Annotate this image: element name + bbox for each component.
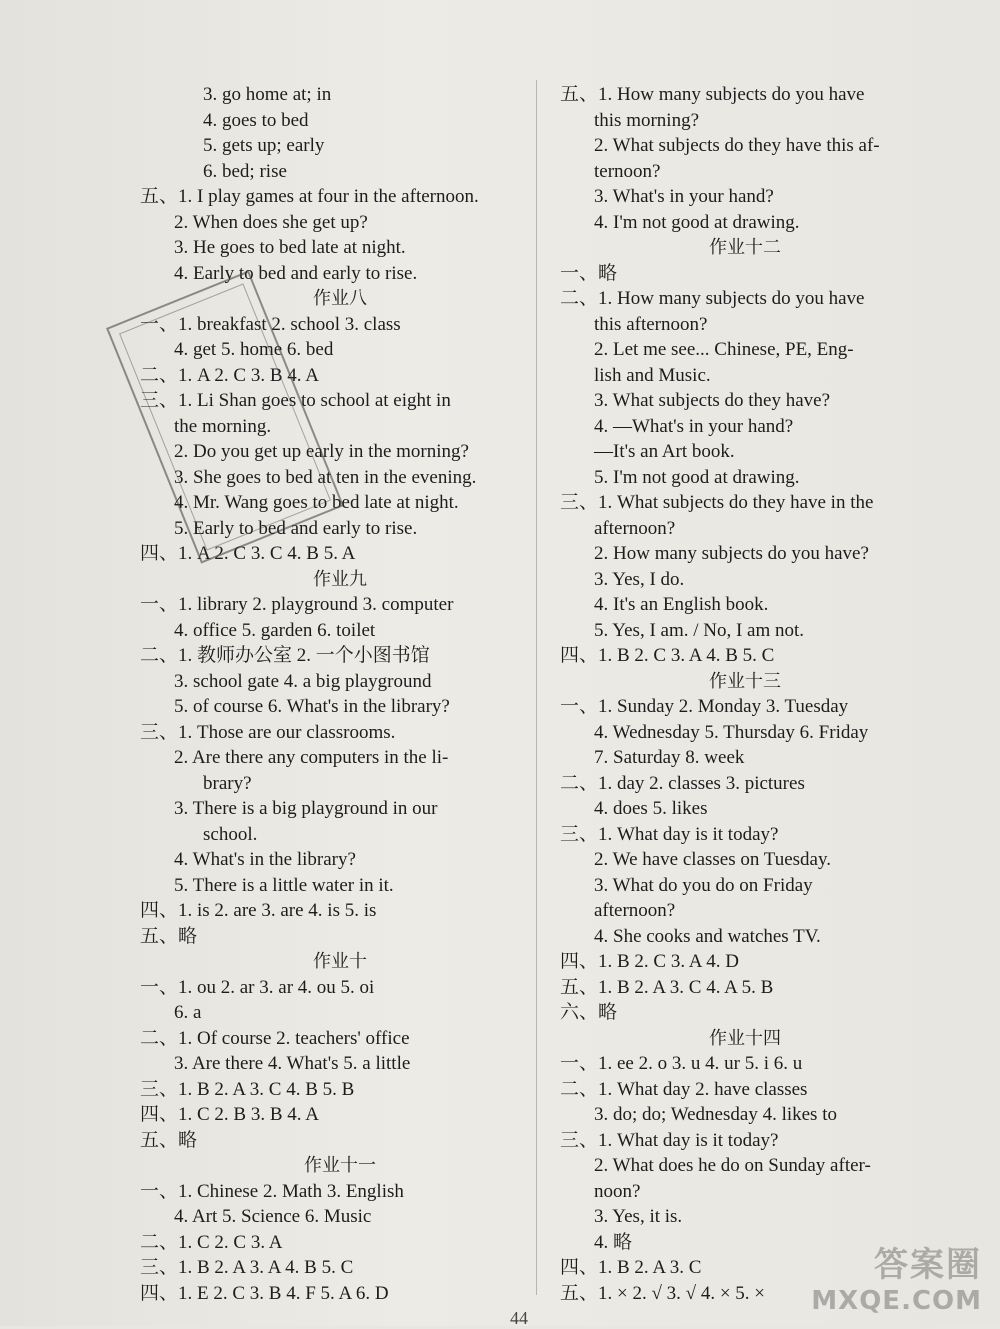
answer-line: 2. When does she get up?	[174, 211, 368, 233]
page-number: 44	[510, 1308, 528, 1328]
section-heading: 作业十四	[709, 1027, 781, 1049]
answer-line: 5. Yes, I am. / No, I am not.	[594, 619, 805, 641]
answer-line: 四、1. B 2. C 3. A 4. D	[560, 951, 739, 972]
answer-line: 三、1. B 2. A 3. C 4. B 5. B	[140, 1078, 355, 1100]
answer-line: 5. gets up; early	[203, 135, 325, 156]
answer-line: 二、1. 教师办公室 2. 一个小图书馆	[140, 645, 430, 666]
answer-line: 三、1. What day is it today?	[560, 1129, 779, 1151]
answer-line: 3. He goes to bed late at night.	[174, 237, 406, 258]
answer-line: 6. a	[174, 1002, 202, 1023]
answer-line: afternoon?	[594, 517, 676, 539]
answer-line: —It's an Art book.	[594, 441, 735, 462]
answer-line: 三、1. What subjects do they have in the	[560, 492, 874, 513]
answer-line: 3. school gate 4. a big playground	[174, 670, 432, 692]
answer-line: 二、1. C 2. C 3. A	[140, 1231, 283, 1253]
answer-line: 五、1. × 2. √ 3. √ 4. × 5. ×	[560, 1282, 766, 1304]
answer-line: 3. She goes to bed at ten in the evening.	[174, 466, 477, 488]
answer-line: 四、1. E 2. C 3. B 4. F 5. A 6. D	[140, 1282, 389, 1304]
answer-line: 4. She cooks and watches TV.	[594, 925, 821, 947]
section-heading: 作业九	[313, 568, 367, 590]
answer-line: afternoon?	[594, 900, 676, 921]
answer-line: 三、1. What day is it today?	[560, 823, 779, 845]
answer-line: 2. We have classes on Tuesday.	[594, 849, 831, 870]
answer-line: 三、1. Those are our classrooms.	[140, 721, 396, 743]
answer-line: this afternoon?	[594, 313, 708, 335]
column-divider	[536, 80, 537, 1295]
watermark-logo	[811, 1237, 982, 1316]
answer-line: 4. 略	[594, 1231, 633, 1253]
answer-line: 五、1. B 2. A 3. C 4. A 5. B	[560, 976, 774, 998]
answer-line: 4. Early to bed and early to rise.	[174, 262, 418, 284]
answer-line: 4. office 5. garden 6. toilet	[174, 619, 376, 641]
answer-line: 一、1. ee 2. o 3. u 4. ur 5. i 6. u	[560, 1053, 803, 1074]
answer-line: 4. Art 5. Science 6. Music	[174, 1206, 372, 1227]
answer-line: 3. Yes, it is.	[594, 1206, 683, 1227]
answer-line: 二、1. day 2. classes 3. pictures	[560, 772, 805, 794]
left-column	[140, 82, 540, 1306]
answer-line: 7. Saturday 8. week	[594, 747, 745, 768]
answer-line: 四、1. B 2. A 3. C	[560, 1257, 702, 1278]
answer-line: 一、1. Chinese 2. Math 3. English	[140, 1180, 404, 1202]
answer-line: 四、1. C 2. B 3. B 4. A	[140, 1104, 319, 1125]
answer-line: 五、略	[140, 925, 198, 947]
answer-line: 4. —What's in your hand?	[594, 415, 794, 437]
answer-line: 五、1. I play games at four in the afternoon.	[140, 186, 479, 207]
answer-line: 5. I'm not good at drawing.	[594, 466, 800, 488]
answer-line: 二、1. What day 2. have classes	[560, 1078, 808, 1100]
answer-line: 3. Are there 4. What's 5. a little	[174, 1053, 411, 1074]
answer-line: 3. What do you do on Friday	[594, 874, 813, 896]
right-column	[560, 82, 930, 1306]
answer-line: 4. goes to bed	[203, 109, 309, 131]
answer-line: 五、1. How many subjects do you have	[560, 84, 865, 105]
answer-line: 一、1. ou 2. ar 3. ar 4. ou 5. oi	[140, 976, 375, 998]
answer-line: 四、1. is 2. are 3. are 4. is 5. is	[140, 900, 377, 921]
answer-line: 2. What subjects do they have this af-	[594, 135, 880, 156]
answer-line: 三、1. B 2. A 3. A 4. B 5. C	[140, 1257, 354, 1278]
watermark-title: 答案圈	[874, 1245, 982, 1285]
answer-line: 五、略	[140, 1129, 198, 1151]
answer-line: 2. Are there any computers in the li-	[174, 747, 449, 768]
section-heading: 作业十三	[709, 670, 781, 692]
answer-line: lish and Music.	[594, 364, 711, 386]
answer-line: 二、1. Of course 2. teachers' office	[140, 1027, 410, 1049]
answer-line: ternoon?	[594, 160, 661, 182]
answer-line: 四、1. B 2. C 3. A 4. B 5. C	[560, 645, 775, 666]
answer-line: 4. I'm not good at drawing.	[594, 211, 800, 233]
answer-line: noon?	[594, 1180, 641, 1202]
answer-line: 一、略	[560, 262, 618, 284]
answer-line: 3. There is a big playground in our	[174, 798, 438, 819]
section-heading: 作业十	[313, 951, 367, 972]
answer-line: 3. What subjects do they have?	[594, 390, 831, 411]
answer-line: brary?	[203, 772, 252, 794]
answer-line: 4. Mr. Wang goes to bed late at night.	[174, 492, 459, 513]
answer-line: 六、略	[560, 1002, 618, 1023]
answer-line: 二、1. A 2. C 3. B 4. A	[140, 364, 319, 386]
answer-line: 6. bed; rise	[203, 160, 287, 182]
answer-line: 5. of course 6. What's in the library?	[174, 696, 450, 717]
section-heading: 作业八	[313, 288, 367, 309]
answer-line: this morning?	[594, 109, 700, 131]
watermark-url: MXQE.COM	[811, 1286, 982, 1316]
answer-line: 2. Do you get up early in the morning?	[174, 441, 469, 462]
answer-line: 2. How many subjects do you have?	[594, 543, 869, 564]
section-heading: 作业十一	[304, 1155, 376, 1176]
answer-line: 4. It's an English book.	[594, 594, 769, 615]
answer-line: 4. What's in the library?	[174, 849, 356, 870]
answer-line: 4. does 5. likes	[594, 798, 708, 819]
answer-line: 4. Wednesday 5. Thursday 6. Friday	[594, 721, 869, 743]
answer-line: 一、1. breakfast 2. school 3. class	[140, 313, 401, 335]
answer-line: 四、1. A 2. C 3. C 4. B 5. A	[140, 543, 356, 564]
answer-line: 3. What's in your hand?	[594, 186, 774, 207]
answer-line: 三、1. Li Shan goes to school at eight in	[140, 390, 451, 411]
answer-line: 4. get 5. home 6. bed	[174, 339, 334, 360]
answer-line: 5. There is a little water in it.	[174, 874, 394, 896]
answer-line: 二、1. How many subjects do you have	[560, 288, 865, 309]
answer-line: school.	[203, 823, 258, 845]
section-heading: 作业十二	[709, 237, 781, 258]
answer-line: 一、1. library 2. playground 3. computer	[140, 594, 454, 615]
answer-line: the morning.	[174, 415, 272, 437]
answer-line: 3. do; do; Wednesday 4. likes to	[594, 1104, 837, 1125]
answer-line: 2. What does he do on Sunday after-	[594, 1155, 871, 1176]
answer-line: 3. go home at; in	[203, 84, 332, 105]
answer-line: 3. Yes, I do.	[594, 568, 685, 590]
answer-line: 5. Early to bed and early to rise.	[174, 517, 418, 539]
answer-line: 一、1. Sunday 2. Monday 3. Tuesday	[560, 696, 849, 717]
answer-line: 2. Let me see... Chinese, PE, Eng-	[594, 339, 854, 360]
